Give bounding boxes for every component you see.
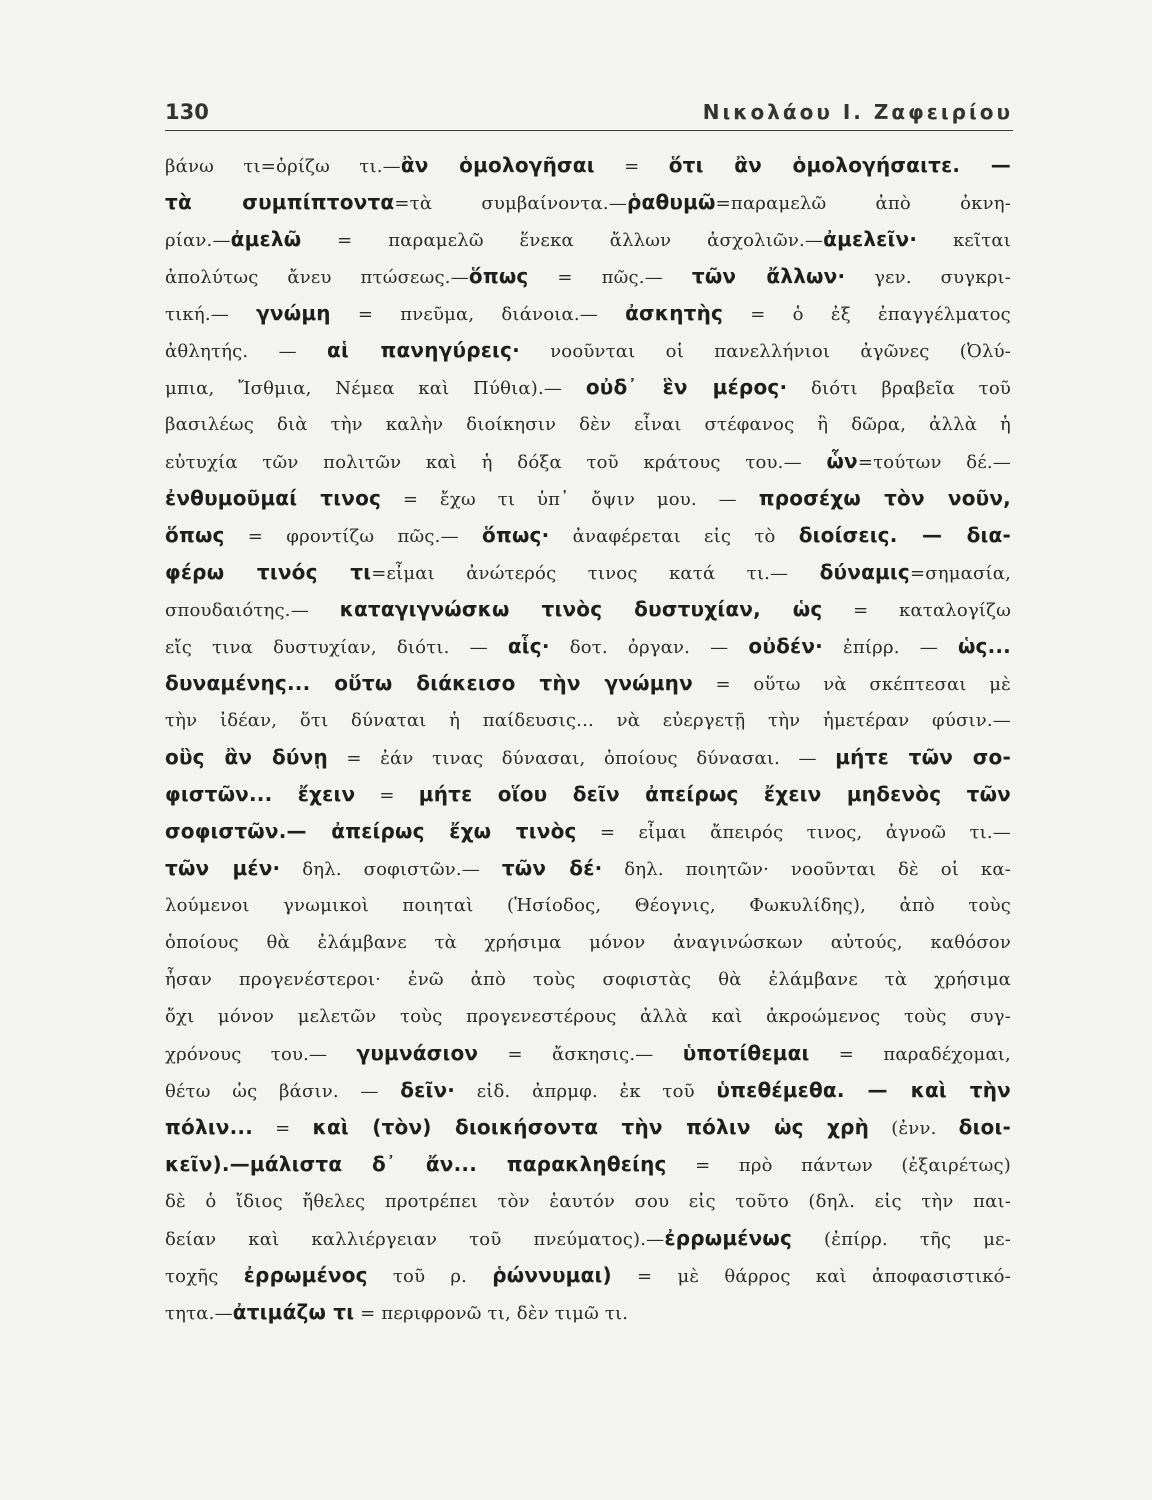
gloss-text: = ἐάν τινας δύνασαι, ὁποίους δύνασαι. — bbox=[327, 748, 836, 769]
headword: οὐδ᾽ ἓν μέρος· bbox=[585, 375, 788, 399]
text-line bbox=[165, 998, 1011, 1035]
gloss-text: (ἐπίρρ. τῆς με- bbox=[792, 1229, 1011, 1250]
gloss-text: κεῖται bbox=[917, 230, 1011, 251]
text-line bbox=[165, 924, 1011, 961]
gloss-text: =σημασία, bbox=[909, 563, 1011, 584]
gloss-text: = παραμελῶ ἕνεκα ἄλλων ἀσχολιῶν.— bbox=[301, 230, 824, 251]
gloss-text: μπια, Ἴσθμια, Νέμεα καὶ Πύθια).— bbox=[165, 378, 586, 399]
headword: ἐρρωμένος bbox=[243, 1263, 368, 1287]
headword: ὅπως bbox=[165, 523, 225, 547]
gloss-text: = bbox=[253, 1118, 313, 1139]
gloss-text: τοχῆς bbox=[165, 1266, 244, 1287]
gloss-text: τὴν ἰδέαν, ὅτι δύναται ἡ παίδευσις... νὰ εὐεργετῇ τὴν ἡμετέραν φύσιν.— bbox=[165, 710, 1011, 731]
gloss-text: ἦσαν προγενέστεροι· ἐνῶ ἀπὸ τοὺς σοφιστὰς θὰ ἐλάμβανε τὰ χρήσιμα bbox=[165, 969, 1011, 990]
headword: φιστῶν... ἔχειν bbox=[165, 782, 356, 806]
headword: ῥαθυμῶ bbox=[627, 190, 716, 214]
gloss-text: = μὲ θάρρος καὶ ἀποφασιστικό- bbox=[611, 1266, 1011, 1287]
text-line bbox=[165, 480, 1011, 517]
gloss-text: = ἄσκησις.— bbox=[478, 1044, 683, 1065]
gloss-text: = πνεῦμα, διάνοια.— bbox=[330, 304, 626, 325]
headword: δυναμένης... οὕτω διάκεισο τὴν γνώμην bbox=[165, 671, 693, 695]
text-line bbox=[165, 1220, 1011, 1257]
gloss-text: (ἐνν. bbox=[869, 1118, 959, 1139]
gloss-text: ἐπίρρ. — bbox=[822, 637, 958, 658]
gloss-text: =τούτων δέ.— bbox=[857, 452, 1011, 473]
headword: τὰ συμπίπτοντα bbox=[165, 190, 395, 214]
gloss-text: = πῶς.— bbox=[528, 267, 692, 288]
gloss-text: = εἶμαι ἄπειρός τινος, ἀγνοῶ τι.— bbox=[576, 822, 1011, 843]
headword: κεῖν).—μάλιστα δ᾽ ἄν... παρακληθείης bbox=[165, 1152, 667, 1176]
headword: ὅπως bbox=[468, 264, 529, 288]
headword: ἀμελῶ bbox=[230, 227, 302, 251]
headword: ὑποτίθεμαι bbox=[682, 1041, 810, 1065]
gloss-text: ρίαν.— bbox=[165, 230, 231, 251]
headword: ἀσκητὴς bbox=[625, 301, 724, 325]
gloss-text: νοοῦνται οἱ πανελλήνιοι ἀγῶνες (Ὀλύ- bbox=[519, 341, 1012, 362]
gloss-text: = περιφρονῶ τι, δὲν τιμῶ τι. bbox=[354, 1303, 629, 1324]
text-line bbox=[165, 776, 1011, 813]
headword: σοφιστῶν.— ἀπείρως ἔχω τινὸς bbox=[165, 819, 577, 843]
headword: ἐνθυμοῦμαί τινος bbox=[165, 486, 382, 510]
headword: ὡς... bbox=[957, 634, 1011, 658]
gloss-text: = καταλογίζω bbox=[822, 600, 1012, 621]
gloss-text: = ἔχω τι ὑπ᾽ ὄψιν μου. — bbox=[381, 489, 759, 510]
text-line bbox=[165, 332, 1011, 369]
page-header bbox=[165, 98, 1013, 131]
gloss-text: = φροντίζω πῶς.— bbox=[224, 526, 482, 547]
text-line bbox=[165, 147, 1011, 184]
text-line bbox=[165, 554, 1011, 591]
gloss-text: τοῦ ρ. bbox=[367, 1266, 493, 1287]
text-line bbox=[165, 813, 1011, 850]
gloss-text: δηλ. ποιητῶν· νοοῦνται δὲ οἱ κα- bbox=[602, 859, 1011, 880]
headword: γνώμη bbox=[256, 301, 331, 325]
gloss-text: θέτω ὡς βάσιν. — bbox=[165, 1081, 401, 1102]
gloss-text: ἀναφέρεται εἰς τὸ bbox=[549, 526, 799, 547]
gloss-text: = ὁ ἐξ ἐπαγγέλματος bbox=[723, 304, 1011, 325]
text-line bbox=[165, 1294, 1011, 1331]
gloss-text: = bbox=[594, 156, 669, 177]
gloss-text: χρόνους του.— bbox=[165, 1044, 357, 1065]
gloss-text: = παραδέχομαι, bbox=[809, 1044, 1011, 1065]
text-line bbox=[165, 258, 1011, 295]
gloss-text: δείαν καὶ καλλιέργειαν τοῦ πνεύματος).— bbox=[165, 1229, 665, 1250]
gloss-text: σπουδαιότης.— bbox=[165, 600, 340, 621]
headword: ἂν ὁμολογῆσαι bbox=[400, 153, 595, 177]
headword: καταγιγνώσκω τινὸς δυστυχίαν, ὡς bbox=[339, 597, 823, 621]
gloss-text: δὲ ὁ ἴδιος ἤθελες προτρέπει τὸν ἑαυτόν σου εἰς τοῦτο (δηλ. εἰς τὴν παι- bbox=[165, 1191, 1011, 1212]
headword: ὅπως· bbox=[482, 523, 550, 547]
text-line bbox=[165, 184, 1011, 221]
headword: αἱ πανηγύρεις· bbox=[327, 338, 520, 362]
running-head: Νικολάου Ι. Ζαφειρίου bbox=[702, 100, 1013, 124]
text-line bbox=[165, 1257, 1011, 1294]
gloss-text: τητα.— bbox=[165, 1303, 233, 1324]
text-line bbox=[165, 961, 1011, 998]
text-line bbox=[165, 739, 1011, 776]
text-line bbox=[165, 665, 1011, 702]
page-number: 130 bbox=[165, 100, 209, 124]
text-line bbox=[165, 887, 1011, 924]
headword: τῶν ἄλλων· bbox=[691, 264, 846, 288]
gloss-text: =ὁρίζω τι.— bbox=[260, 156, 401, 177]
text-line bbox=[165, 1072, 1011, 1109]
headword: μήτε τῶν σο- bbox=[835, 745, 1011, 769]
gloss-text: ὄχι μόνον μελετῶν τοὺς προγενεστέρους ἀλλὰ καὶ ἀκροώμενος τοὺς συγ- bbox=[165, 1006, 1011, 1027]
headword: ῥώννυμαι) bbox=[492, 1263, 612, 1287]
text-line bbox=[165, 369, 1011, 406]
gloss-text: =τὰ συμβαίνοντα.— bbox=[394, 193, 628, 214]
text-line bbox=[165, 1146, 1011, 1183]
text-line bbox=[165, 221, 1011, 258]
gloss-text: = bbox=[355, 785, 419, 806]
gloss-text: διότι βραβεῖα τοῦ bbox=[787, 378, 1011, 399]
gloss-text: δηλ. σοφιστῶν.— bbox=[280, 859, 502, 880]
gloss-text: εἴς τινα δυστυχίαν, διότι. — bbox=[165, 637, 508, 658]
text-line bbox=[165, 517, 1011, 554]
commentary-text bbox=[165, 147, 1011, 1331]
headword: πόλιν... bbox=[165, 1115, 254, 1139]
headword: οὐδέν· bbox=[748, 634, 823, 658]
gloss-text: =εἶμαι ἀνώτερός τινος κατά τι.— bbox=[371, 563, 820, 584]
text-line bbox=[165, 850, 1011, 887]
headword: γυμνάσιον bbox=[356, 1041, 479, 1065]
headword: ἀτιμάζω τι bbox=[232, 1300, 355, 1324]
text-line bbox=[165, 295, 1011, 332]
gloss-text: βασιλέως διὰ τὴν καλὴν διοίκησιν δὲν εἶναι στέφανος ἢ δῶρα, ἀλλὰ ἡ bbox=[165, 414, 1011, 435]
gloss-text: τική.— bbox=[165, 304, 257, 325]
gloss-text: ἀθλητής. — bbox=[165, 341, 328, 362]
gloss-text: γεν. συγκρι- bbox=[845, 267, 1012, 288]
gloss-text: βάνω τι bbox=[165, 156, 261, 177]
gloss-text: = οὕτω νὰ σκέπτεσαι μὲ bbox=[692, 674, 1011, 695]
gloss-text: εὐτυχία τῶν πολιτῶν καὶ ἡ δόξα τοῦ κράτους του.— bbox=[165, 452, 827, 473]
gloss-text: =παραμελῶ ἀπὸ ὀκνη- bbox=[715, 193, 1011, 214]
text-line bbox=[165, 1109, 1011, 1146]
text-line bbox=[165, 1035, 1011, 1072]
headword: τῶν μέν· bbox=[165, 856, 281, 880]
text-line bbox=[165, 702, 1011, 739]
headword: καὶ (τὸν) διοικήσοντα τὴν πόλιν ὡς χρὴ bbox=[312, 1115, 870, 1139]
headword: μήτε οἵου δεῖν ἀπείρως ἔχειν μηδενὸς τῶν bbox=[418, 782, 1011, 806]
gloss-text: λούμενοι γνωμικοὶ ποιηταὶ (Ἡσίοδος, Θέογνις, Φωκυλίδης), ἀπὸ τοὺς bbox=[165, 895, 1011, 916]
gloss-text: δοτ. ὀργαν. — bbox=[549, 637, 749, 658]
headword: αἷς· bbox=[507, 634, 550, 658]
gloss-text: ὁποίους θὰ ἐλάμβανε τὰ χρήσιμα μόνον ἀναγινώσκων αὐτούς, καθόσον bbox=[165, 932, 1011, 953]
text-line bbox=[165, 1183, 1011, 1220]
text-line bbox=[165, 443, 1011, 480]
gloss-text: = πρὸ πάντων (ἐξαιρέτως) bbox=[666, 1155, 1011, 1176]
headword: διοι- bbox=[958, 1115, 1011, 1139]
headword: φέρω τινός τι bbox=[165, 560, 372, 584]
headword: τῶν δέ· bbox=[501, 856, 603, 880]
text-line bbox=[165, 628, 1011, 665]
gloss-text: ἀπολύτως ἄνευ πτώσεως.— bbox=[165, 267, 469, 288]
headword: ὅτι ἂν ὁμολογήσαιτε. — bbox=[668, 153, 1011, 177]
headword: ὧν bbox=[826, 449, 858, 473]
headword: δύναμις bbox=[819, 560, 910, 584]
headword: δεῖν· bbox=[400, 1078, 456, 1102]
headword: ὑπεθέμεθα. — καὶ τὴν bbox=[716, 1078, 1012, 1102]
gloss-text: εἰδ. ἀπρμφ. ἐκ τοῦ bbox=[455, 1081, 717, 1102]
text-line bbox=[165, 406, 1011, 443]
text-line bbox=[165, 591, 1011, 628]
headword: ἐρρωμένως bbox=[664, 1226, 793, 1250]
headword: οὓς ἂν δύνῃ bbox=[165, 745, 328, 769]
headword: προσέχω τὸν νοῦν, bbox=[758, 486, 1011, 510]
headword: διοίσεις. — δια- bbox=[798, 523, 1011, 547]
headword: ἀμελεῖν· bbox=[823, 227, 918, 251]
